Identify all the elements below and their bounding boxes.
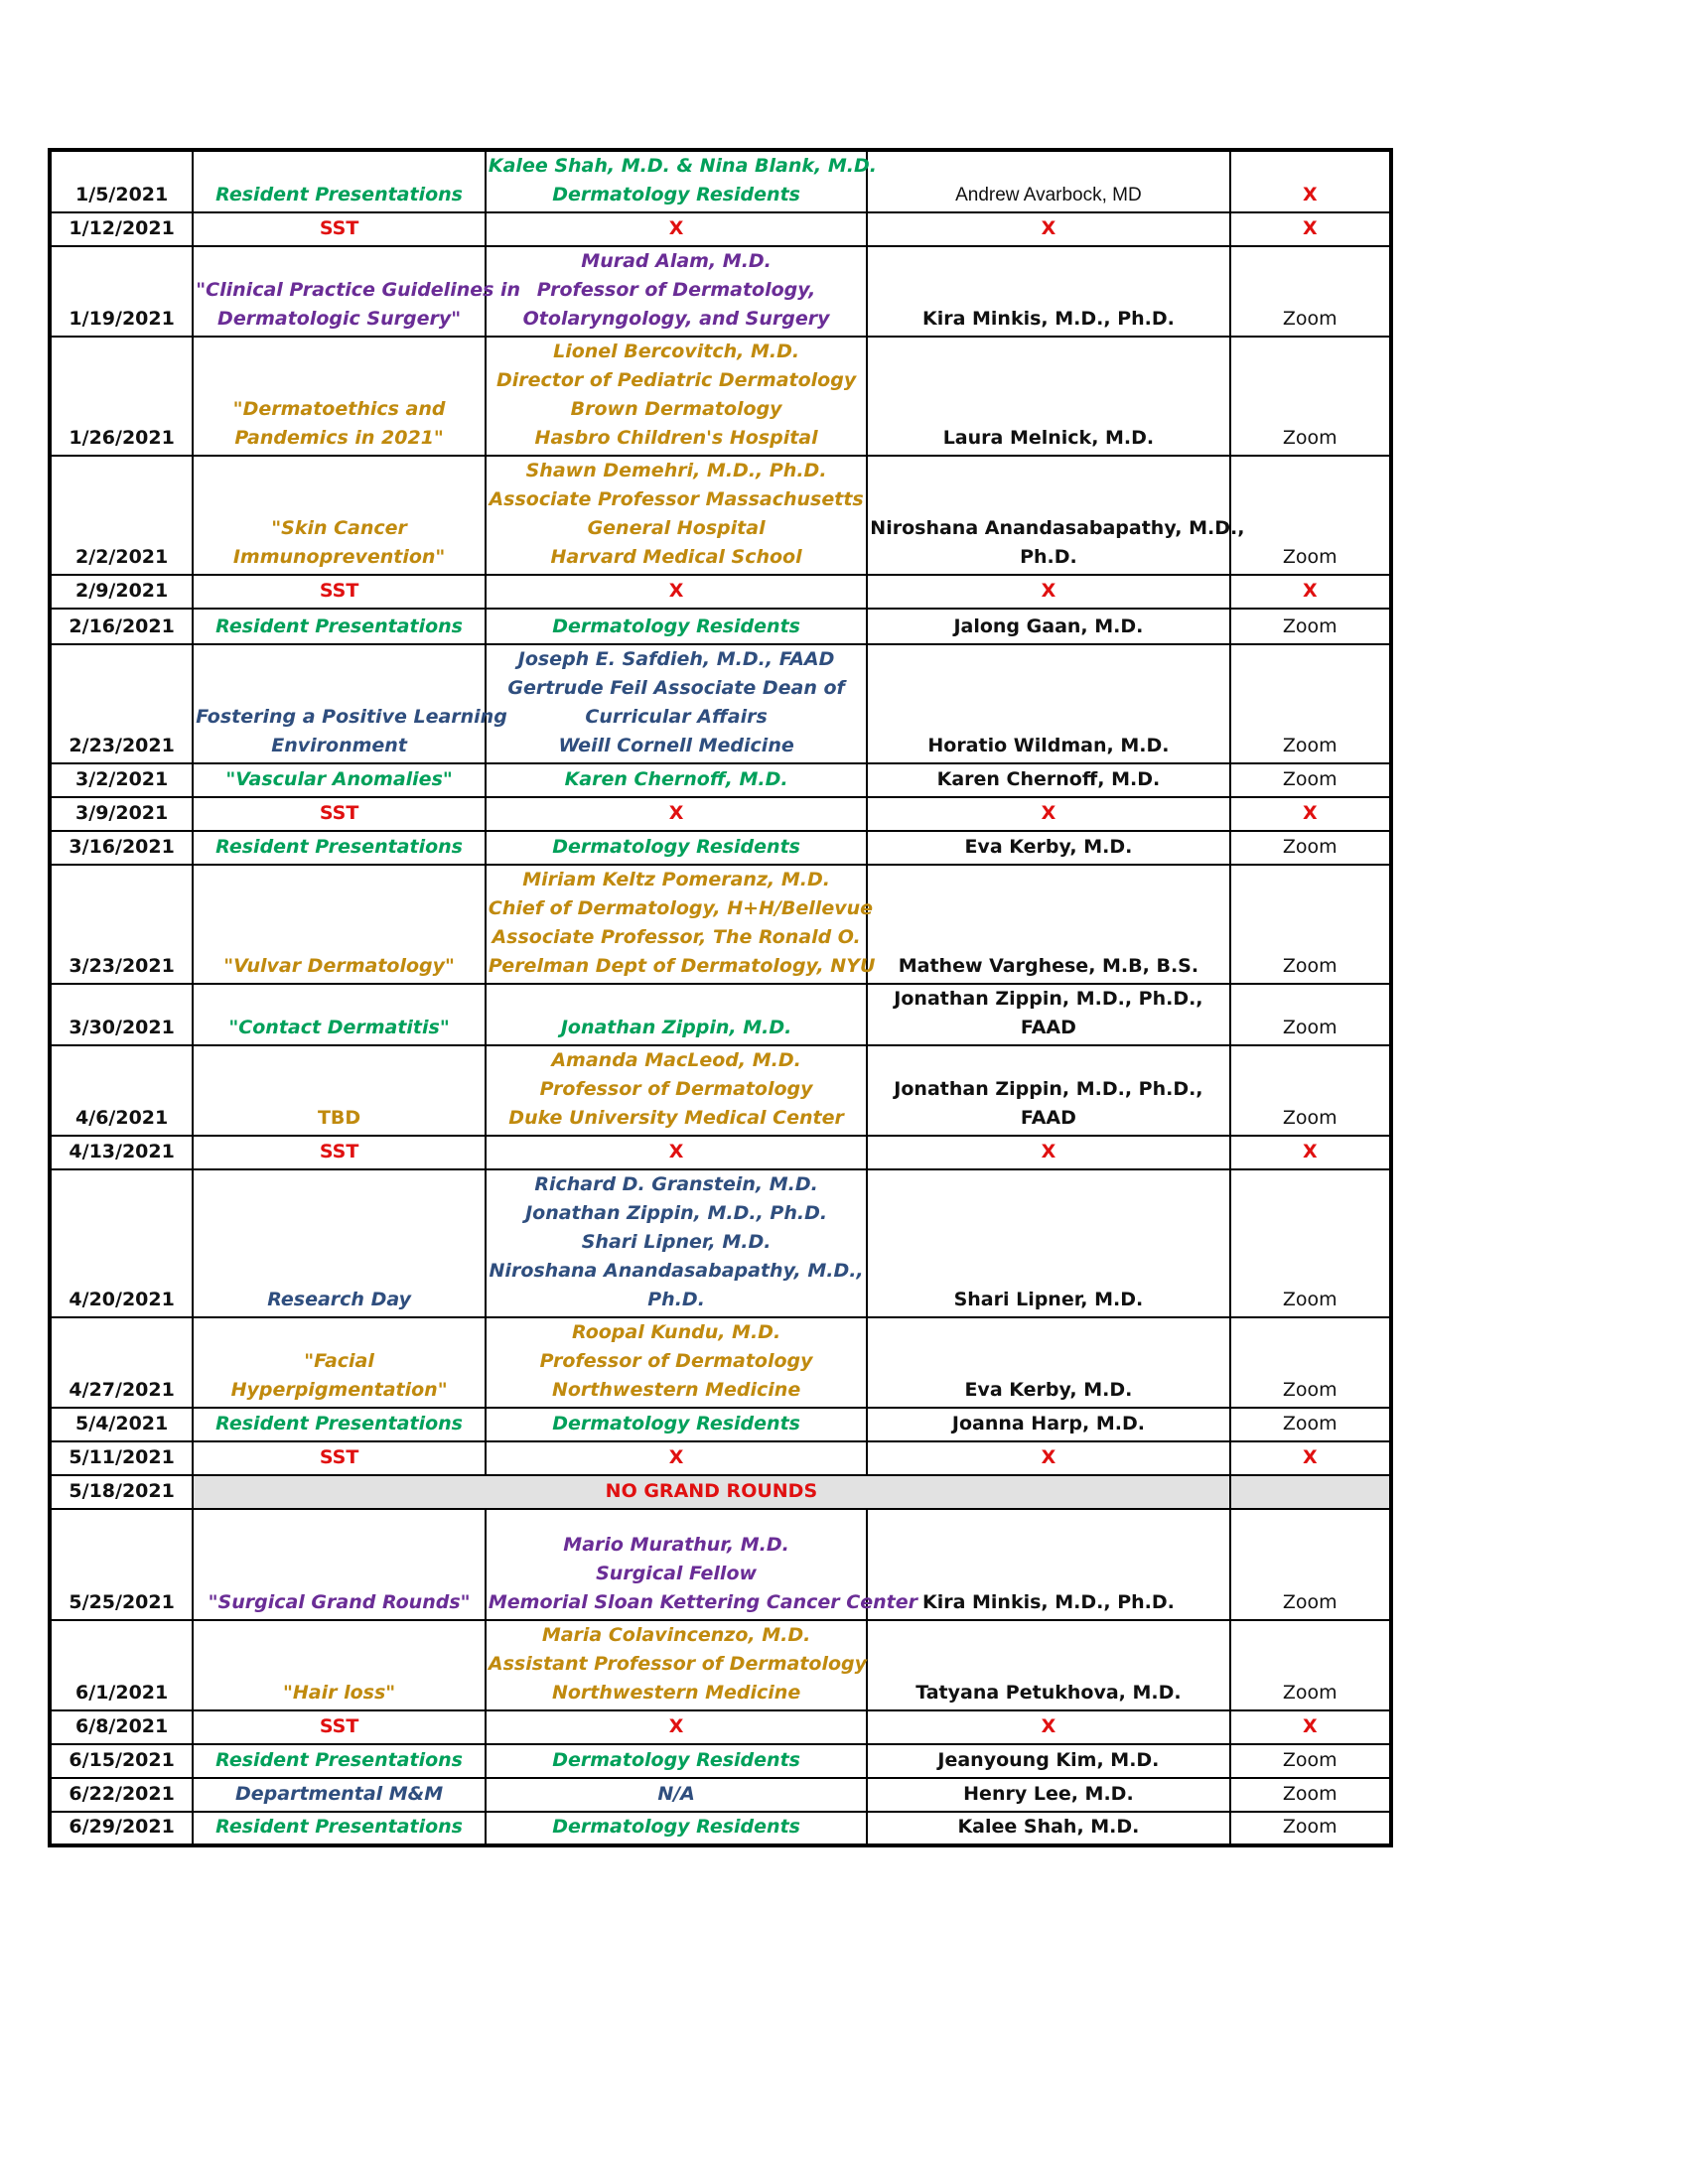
- speaker-line: Dermatology Residents: [552, 184, 800, 205]
- table-row: [50, 1441, 1391, 1475]
- topic-cell: "Vulvar Dermatology": [193, 865, 486, 984]
- location-cell: Zoom: [1230, 1812, 1391, 1845]
- location-cell: Zoom: [1230, 1169, 1391, 1317]
- topic-cell: "Vascular Anomalies": [193, 763, 486, 797]
- topic-cell: Departmental M&M: [193, 1778, 486, 1812]
- table-row: [50, 1778, 1391, 1812]
- date-cell: 3/16/2021: [50, 831, 193, 865]
- speaker-line: Dermatology Residents: [552, 1816, 800, 1838]
- location-cell: Zoom: [1230, 456, 1391, 575]
- speaker-line: Hasbro Children's Hospital: [534, 427, 818, 449]
- speaker-line: Professor of Dermatology,: [536, 279, 816, 301]
- date-cell: 6/1/2021: [50, 1620, 193, 1710]
- location-cell: Zoom: [1230, 337, 1391, 456]
- host-line: Ph.D.: [1020, 546, 1077, 568]
- host-cell: Jonathan Zippin, M.D., Ph.D., FAAD: [867, 1045, 1229, 1136]
- topic-cell: Resident Presentations: [193, 1812, 486, 1845]
- location-cell: X: [1230, 1710, 1391, 1744]
- speaker-line: Shari Lipner, M.D.: [581, 1231, 772, 1253]
- date-cell: 5/25/2021: [50, 1509, 193, 1620]
- location-cell: Zoom: [1230, 1509, 1391, 1620]
- speaker-line: Director of Pediatric Dermatology: [495, 369, 857, 391]
- speaker-line: N/A: [657, 1783, 695, 1805]
- table-row: [50, 1408, 1391, 1441]
- speaker-line: Ph.D.: [647, 1289, 705, 1310]
- table-row: [50, 831, 1391, 865]
- topic-cell: SST: [193, 1710, 486, 1744]
- location-cell: Zoom: [1230, 763, 1391, 797]
- speaker-cell: [486, 865, 876, 984]
- topic-cell: [193, 337, 486, 456]
- date-cell: 1/5/2021: [50, 150, 193, 212]
- host-cell: Henry Lee, M.D.: [867, 1778, 1229, 1812]
- date-cell: 4/13/2021: [50, 1136, 193, 1169]
- table-row: [50, 1812, 1391, 1845]
- date-cell: 3/9/2021: [50, 797, 193, 831]
- empty-location-cell: [1230, 1475, 1391, 1509]
- speaker-line: Dermatology Residents: [552, 836, 800, 858]
- host-cell: Mathew Varghese, M.B, B.S.: [867, 865, 1229, 984]
- location-cell: X: [1230, 212, 1391, 246]
- location-cell: Zoom: [1230, 831, 1391, 865]
- host-cell: Jalong Gaan, M.D.: [867, 609, 1229, 644]
- speaker-line: Maria Colavincenzo, M.D.: [541, 1624, 811, 1646]
- date-cell: 4/20/2021: [50, 1169, 193, 1317]
- speaker-line: Otolaryngology, and Surgery: [522, 308, 830, 330]
- speaker-cell: [486, 1317, 867, 1408]
- speaker-line: X: [668, 802, 684, 824]
- host-cell: Tatyana Petukhova, M.D.: [867, 1620, 1229, 1710]
- speaker-line: Niroshana Anandasabapathy, M.D.,: [489, 1260, 864, 1282]
- table-row: [50, 456, 1391, 575]
- speaker-line: Chief of Dermatology, H+H/Bellevue: [488, 897, 874, 919]
- topic-cell: Resident Presentations: [193, 1744, 486, 1778]
- host-cell: X: [867, 797, 1229, 831]
- table-row: [50, 644, 1391, 763]
- table-row: [50, 1045, 1391, 1136]
- speaker-line: Karen Chernoff, M.D.: [564, 768, 788, 790]
- speaker-line: Memorial Sloan Kettering Cancer Center: [488, 1591, 917, 1613]
- speaker-cell: [486, 212, 867, 246]
- speaker-line: Professor of Dermatology: [539, 1350, 813, 1372]
- topic-cell: [193, 456, 486, 575]
- date-cell: 5/4/2021: [50, 1408, 193, 1441]
- topic-cell: SST: [193, 575, 486, 609]
- topic-cell: Resident Presentations: [193, 150, 486, 212]
- topic-cell: SST: [193, 797, 486, 831]
- topic-line: Fostering a Positive Learning: [196, 706, 507, 728]
- topic-cell: SST: [193, 1136, 486, 1169]
- location-cell: Zoom: [1230, 1744, 1391, 1778]
- location-cell: Zoom: [1230, 1408, 1391, 1441]
- host-cell: [867, 456, 1245, 575]
- date-cell: 4/27/2021: [50, 1317, 193, 1408]
- location-cell: X: [1230, 1136, 1391, 1169]
- location-cell: Zoom: [1230, 644, 1391, 763]
- speaker-cell: [486, 337, 867, 456]
- location-cell: Zoom: [1230, 1045, 1391, 1136]
- host-cell: Kira Minkis, M.D., Ph.D.: [867, 246, 1229, 337]
- speaker-line: Joseph E. Safdieh, M.D., FAAD: [517, 648, 835, 670]
- table-row: [50, 150, 1391, 212]
- table-row: [50, 575, 1391, 609]
- speaker-cell: [486, 1620, 867, 1710]
- no-grand-rounds-cell: NO GRAND ROUNDS: [193, 1475, 1229, 1509]
- location-cell: Zoom: [1230, 609, 1391, 644]
- speaker-cell: [486, 1441, 867, 1475]
- date-cell: 6/22/2021: [50, 1778, 193, 1812]
- date-cell: 1/26/2021: [50, 337, 193, 456]
- location-cell: Zoom: [1230, 865, 1391, 984]
- date-cell: 2/9/2021: [50, 575, 193, 609]
- topic-cell: Resident Presentations: [193, 831, 486, 865]
- topic-line: Immunoprevention": [232, 546, 446, 568]
- host-cell: Andrew Avarbock, MD: [867, 150, 1229, 212]
- topic-cell: TBD: [193, 1045, 486, 1136]
- table-row: [50, 1136, 1391, 1169]
- topic-line: Dermatologic Surgery": [217, 308, 462, 330]
- host-cell: Shari Lipner, M.D.: [867, 1169, 1229, 1317]
- topic-line: "Dermatoethics and: [232, 398, 446, 420]
- topic-cell: "Hair loss": [193, 1620, 486, 1710]
- topic-line: "Skin Cancer: [271, 517, 407, 539]
- date-cell: 2/2/2021: [50, 456, 193, 575]
- topic-cell: "Facial Hyperpigmentation": [193, 1317, 486, 1408]
- location-cell: X: [1230, 150, 1391, 212]
- speaker-line: Duke University Medical Center: [508, 1107, 844, 1129]
- speaker-line: Jonathan Zippin, M.D., Ph.D.: [525, 1202, 828, 1224]
- speaker-line: Lionel Bercovitch, M.D.: [553, 341, 800, 362]
- speaker-cell: [486, 1710, 867, 1744]
- host-cell: Joanna Harp, M.D.: [867, 1408, 1229, 1441]
- location-cell: Zoom: [1230, 1317, 1391, 1408]
- date-cell: 2/16/2021: [50, 609, 193, 644]
- host-cell: Horatio Wildman, M.D.: [867, 644, 1229, 763]
- date-cell: 6/29/2021: [50, 1812, 193, 1845]
- table-row: [50, 763, 1391, 797]
- host-line: Niroshana Anandasabapathy, M.D.,: [870, 517, 1245, 539]
- date-cell: 6/15/2021: [50, 1744, 193, 1778]
- table-row: [50, 1710, 1391, 1744]
- speaker-line: Curricular Affairs: [585, 706, 768, 728]
- speaker-line: Surgical Fellow: [596, 1563, 758, 1584]
- speaker-cell: [486, 1812, 867, 1845]
- date-cell: 1/12/2021: [50, 212, 193, 246]
- topic-cell: Resident Presentations: [193, 609, 486, 644]
- host-cell: Kalee Shah, M.D.: [867, 1812, 1229, 1845]
- host-cell: Jonathan Zippin, M.D., Ph.D., FAAD: [867, 984, 1229, 1045]
- location-cell: Zoom: [1230, 1778, 1391, 1812]
- speaker-cell: [486, 984, 867, 1045]
- host-cell: X: [867, 1136, 1229, 1169]
- speaker-cell: [486, 797, 867, 831]
- speaker-line: Jonathan Zippin, M.D.: [560, 1017, 792, 1038]
- speaker-cell: [486, 1045, 867, 1136]
- host-cell: X: [867, 1710, 1229, 1744]
- date-cell: 1/19/2021: [50, 246, 193, 337]
- speaker-cell: [486, 456, 867, 575]
- speaker-cell: [486, 575, 867, 609]
- date-cell: 5/18/2021: [50, 1475, 193, 1509]
- speaker-line: X: [668, 1446, 684, 1468]
- table-row: [50, 1620, 1391, 1710]
- speaker-line: Murad Alam, M.D.: [581, 250, 772, 272]
- date-cell: 3/30/2021: [50, 984, 193, 1045]
- table-row: [50, 1317, 1391, 1408]
- topic-line: Environment: [271, 735, 407, 756]
- date-cell: 3/2/2021: [50, 763, 193, 797]
- date-cell: 6/8/2021: [50, 1710, 193, 1744]
- table-row: [50, 1169, 1391, 1317]
- location-cell: Zoom: [1230, 984, 1391, 1045]
- date-cell: 4/6/2021: [50, 1045, 193, 1136]
- topic-cell: Resident Presentations: [193, 1408, 486, 1441]
- speaker-line: Associate Professor, The Ronald O.: [492, 926, 861, 948]
- speaker-cell: [486, 1509, 917, 1620]
- location-cell: X: [1230, 1441, 1391, 1475]
- speaker-line: X: [668, 1715, 684, 1737]
- speaker-line: Harvard Medical School: [550, 546, 802, 568]
- speaker-line: Richard D. Granstein, M.D.: [534, 1173, 818, 1195]
- speaker-line: X: [668, 580, 684, 602]
- speaker-line: X: [668, 1141, 684, 1162]
- speaker-line: Northwestern Medicine: [551, 1682, 801, 1704]
- host-cell: Eva Kerby, M.D.: [867, 831, 1229, 865]
- speaker-cell: [486, 150, 877, 212]
- topic-cell: "Surgical Grand Rounds": [193, 1509, 486, 1620]
- speaker-line: Dermatology Residents: [552, 615, 800, 637]
- host-cell: X: [867, 575, 1229, 609]
- speaker-line: Weill Cornell Medicine: [558, 735, 794, 756]
- host-cell: Laura Melnick, M.D.: [867, 337, 1229, 456]
- speaker-line: Mario Murathur, M.D.: [563, 1534, 789, 1556]
- table-row: [50, 246, 1391, 337]
- location-cell: X: [1230, 575, 1391, 609]
- speaker-cell: [486, 1778, 867, 1812]
- speaker-cell: [486, 1744, 867, 1778]
- speaker-cell: [486, 644, 867, 763]
- speaker-line: Miriam Keltz Pomeranz, M.D.: [522, 869, 830, 890]
- speaker-cell: [486, 1136, 867, 1169]
- speaker-line: General Hospital: [587, 517, 766, 539]
- schedule-body: [50, 150, 1391, 1845]
- speaker-cell: [486, 831, 867, 865]
- topic-cell: SST: [193, 1441, 486, 1475]
- grand-rounds-schedule-table: [48, 148, 1393, 1847]
- topic-line: "Clinical Practice Guidelines in: [196, 279, 521, 301]
- host-cell: Kira Minkis, M.D., Ph.D.: [867, 1509, 1229, 1620]
- table-row: [50, 337, 1391, 456]
- speaker-cell: [486, 609, 867, 644]
- speaker-cell: [486, 1169, 867, 1317]
- table-row: [50, 865, 1391, 984]
- topic-line: Pandemics in 2021": [234, 427, 444, 449]
- table-row: [50, 212, 1391, 246]
- speaker-cell: [486, 1408, 867, 1441]
- speaker-cell: [486, 246, 867, 337]
- host-cell: X: [867, 212, 1229, 246]
- topic-cell: "Contact Dermatitis": [193, 984, 486, 1045]
- date-cell: 5/11/2021: [50, 1441, 193, 1475]
- speaker-line: Professor of Dermatology: [539, 1078, 813, 1100]
- speaker-line: Associate Professor Massachusetts: [489, 488, 864, 510]
- host-cell: Jeanyoung Kim, M.D.: [867, 1744, 1229, 1778]
- table-row: [50, 797, 1391, 831]
- speaker-cell: [486, 763, 867, 797]
- speaker-line: Assistant Professor of Dermatology: [488, 1653, 868, 1675]
- host-cell: X: [867, 1441, 1229, 1475]
- location-cell: X: [1230, 797, 1391, 831]
- table-row: [50, 1509, 1391, 1620]
- speaker-line: Brown Dermatology: [570, 398, 782, 420]
- speaker-line: Kalee Shah, M.D. & Nina Blank, M.D.: [488, 155, 877, 177]
- host-cell: Karen Chernoff, M.D.: [867, 763, 1229, 797]
- speaker-line: Gertrude Feil Associate Dean of: [507, 677, 845, 699]
- speaker-line: Dermatology Residents: [552, 1413, 800, 1434]
- table-row: [50, 1744, 1391, 1778]
- topic-cell: [193, 644, 507, 763]
- speaker-line: Dermatology Residents: [552, 1749, 800, 1771]
- table-row: [50, 1475, 1391, 1509]
- speaker-line: Perelman Dept of Dermatology, NYU: [488, 955, 876, 977]
- table-row: [50, 984, 1391, 1045]
- table-row: [50, 609, 1391, 644]
- topic-cell: Research Day: [193, 1169, 486, 1317]
- topic-cell: [193, 246, 521, 337]
- speaker-line: Amanda MacLeod, M.D.: [551, 1049, 801, 1071]
- speaker-line: Northwestern Medicine: [551, 1379, 801, 1401]
- date-cell: 2/23/2021: [50, 644, 193, 763]
- speaker-line: X: [668, 217, 684, 239]
- location-cell: Zoom: [1230, 1620, 1391, 1710]
- date-cell: 3/23/2021: [50, 865, 193, 984]
- speaker-line: Shawn Demehri, M.D., Ph.D.: [525, 460, 827, 481]
- host-cell: Eva Kerby, M.D.: [867, 1317, 1229, 1408]
- location-cell: Zoom: [1230, 246, 1391, 337]
- speaker-line: Roopal Kundu, M.D.: [572, 1321, 781, 1343]
- topic-cell: SST: [193, 212, 486, 246]
